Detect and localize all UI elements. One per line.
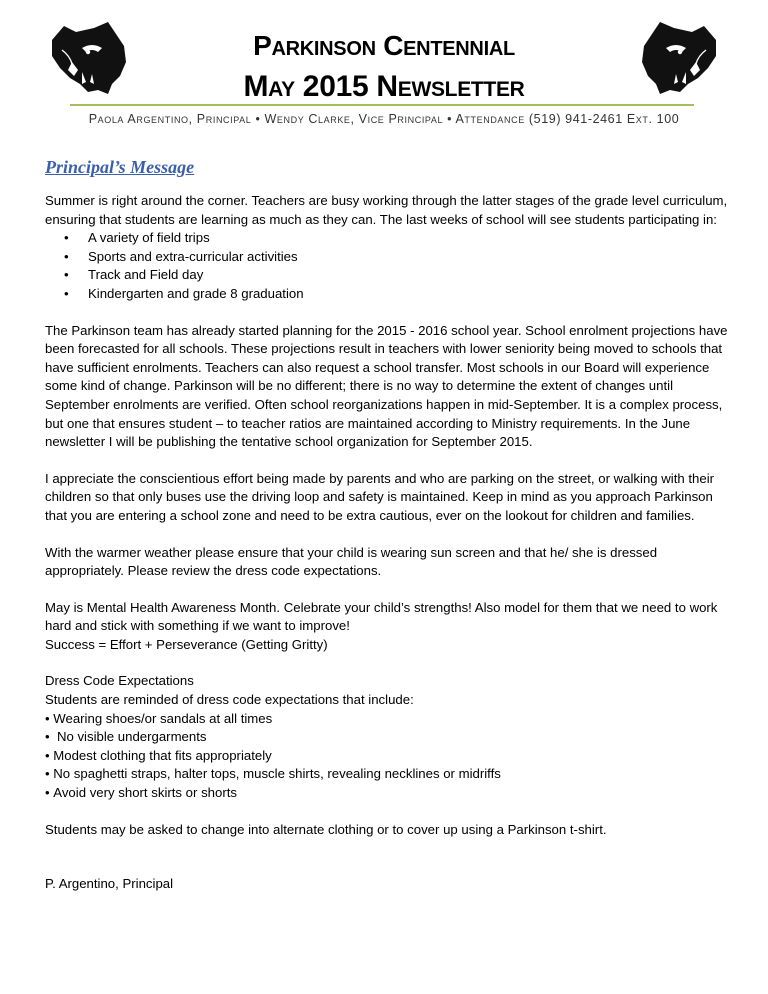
intro-paragraph: Summer is right around the corner. Teachers are busy working through the latter stages of the grade level curriculum, ensuring that students are learning as much as they can. The last weeks of school will see students participating in: [45, 193, 728, 227]
list-item: • Wearing shoes/or sandals at all times [45, 710, 735, 729]
signature: P. Argentino, Principal [45, 876, 174, 892]
planning-paragraph: The Parkinson team has already started planning for the 2015 - 2016 school year. School enrolment projections have been forecasted for all schools. These projections result in teachers with lower seniority being moved to schools that have sufficient enrolments. Teachers can also request a school transfer. Most schools in our Board will experience some kind of change. Parkinson will be no different; there is no way to determine the extent of changes until September enrolments are verified. Often school reorganizations happen in mid-September. It is a complex process, but one that ensures student – to teacher ratios are maintained according to Ministry requirements. In the June newsletter I will be publishing the tentative school organization for September 2015. [45, 322, 728, 450]
mental-health-paragraph: May is Mental Health Awareness Month. Celebrate your child’s strengths! Also model for them that we need to work hard and stick with something if we want to improve! [45, 599, 718, 634]
list-item: • Kindergarten and grade 8 graduation [45, 285, 735, 304]
header-divider [70, 104, 694, 106]
list-item: • No spaghetti straps, halter tops, muscle shirts, revealing necklines or midriffs [45, 765, 735, 784]
newsletter-issue-title: May 2015 Newsletter [243, 70, 525, 103]
list-item: • No visible undergarments [45, 728, 735, 747]
dress-code-list [45, 710, 735, 803]
dress-code-intro: Students are reminded of dress code expectations that include: [45, 692, 414, 708]
section-heading: Principal’s Message [45, 157, 195, 177]
list-item: • A variety of field trips [45, 229, 735, 248]
list-item: • Sports and extra-curricular activities [45, 248, 735, 267]
dress-code-title: Dress Code Expectations [45, 673, 194, 689]
parking-paragraph: I appreciate the conscientious effort being made by parents and who are parking on the street, or walking with their children so that only buses use the driving loop and safety is maintained. Keep in mind as you approach Parkinson that you are entering a school zone and need to be extra cautious, ever on the lookout for children and families. [45, 470, 715, 523]
list-item: • Avoid very short skirts or shorts [45, 784, 735, 803]
staff-contact-line: Paola Argentino, Principal • Wendy Clarke, Vice Principal • Attendance (519) 941-2461 Ext. 100 [88, 112, 680, 126]
newsletter-body [45, 156, 735, 894]
success-formula: Success = Effort + Perseverance (Getting Gritty) [45, 636, 328, 652]
activities-list [45, 229, 735, 303]
list-item: • Track and Field day [45, 266, 735, 285]
change-clothing-note: Students may be asked to change into alternate clothing or to cover up using a Parkinson t-shirt. [45, 821, 607, 837]
weather-paragraph: With the warmer weather please ensure that your child is wearing sun screen and that he/ she is dressed appropriately. Please review the dress code expectations. [45, 544, 658, 579]
list-item: • Modest clothing that fits appropriately [45, 747, 735, 766]
newsletter-school-title: Parkinson Centennial [253, 30, 515, 61]
